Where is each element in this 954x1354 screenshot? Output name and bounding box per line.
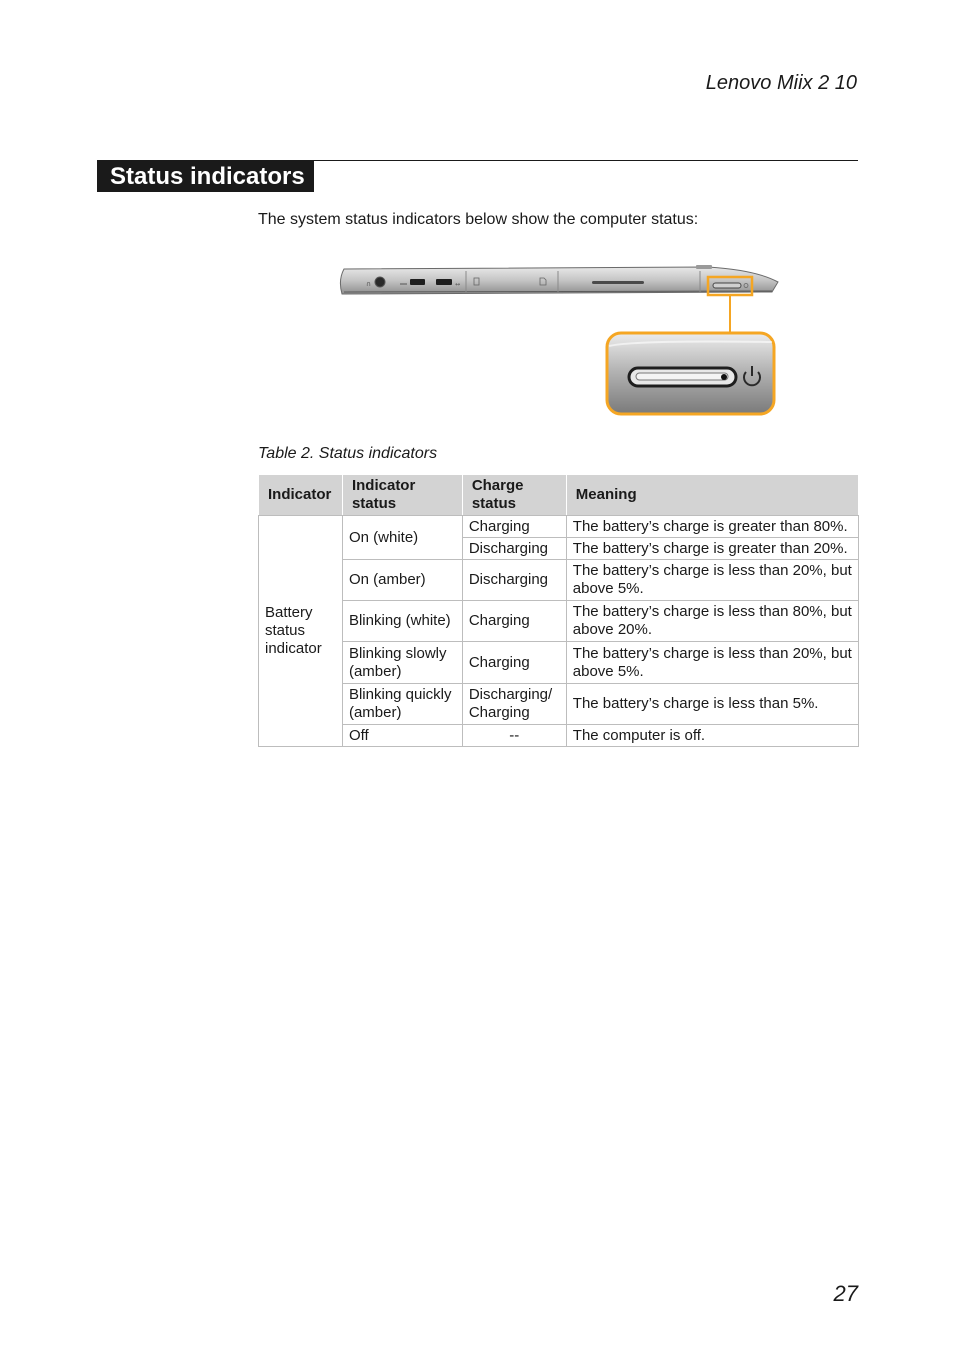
header-indicator-status: Indicator status (342, 475, 462, 516)
charge-status-cell: Charging (462, 642, 566, 684)
meaning-cell: The computer is off. (566, 725, 858, 747)
page-number: 27 (833, 1281, 858, 1306)
status-indicators-table (258, 474, 859, 747)
device-edge-figure (336, 262, 786, 422)
indicator-status-cell: On (amber) (342, 560, 462, 601)
table-row (259, 642, 859, 684)
svg-text:↔: ↔ (455, 281, 461, 288)
indicator-status-cell: Blinking (white) (342, 601, 462, 642)
meaning-cell: The battery’s charge is greater than 80%. (566, 516, 858, 538)
table-row (259, 560, 859, 601)
indicator-status-cell: Blinking quickly (amber) (342, 684, 462, 725)
header-product-name: Lenovo Miix 2 10 (705, 72, 857, 94)
meaning-cell: The battery’s charge is less than 20%, but above 5%. (566, 560, 858, 601)
charge-status-cell: Charging (462, 516, 566, 538)
meaning-cell: The battery’s charge is less than 20%, but above 5%. (566, 642, 858, 684)
meaning-cell: The battery’s charge is less than 80%, but above 20%. (566, 601, 858, 642)
charge-status-cell: Discharging (462, 538, 566, 560)
header-meaning: Meaning (566, 475, 858, 516)
charge-status-cell: -- (462, 725, 566, 747)
status-indicator-led (629, 368, 736, 386)
indicator-status-cell: Off (342, 725, 462, 747)
indicator-status-cell: Blinking slowly (amber) (342, 642, 462, 684)
section-title: Status indicators (97, 161, 314, 192)
table-caption: Table 2. Status indicators (258, 445, 438, 462)
header-indicator: Indicator (259, 475, 343, 516)
indicator-name-cell: Battery status indicator (259, 516, 343, 747)
meaning-cell: The battery’s charge is less than 5%. (566, 684, 858, 725)
table-row (259, 725, 859, 747)
table-header-row (259, 475, 859, 516)
indicator-status-cell: On (white) (342, 516, 462, 560)
table-row (259, 601, 859, 642)
charge-status-cell: Charging (462, 601, 566, 642)
table-row (259, 684, 859, 725)
intro-text: The system status indicators below show the computer status: (258, 211, 699, 228)
charge-status-cell: Discharging (462, 560, 566, 601)
meaning-cell: The battery’s charge is greater than 20%. (566, 538, 858, 560)
table-row (259, 516, 859, 538)
svg-text:∩: ∩ (366, 280, 372, 288)
charge-status-cell: Discharging/ Charging (462, 684, 566, 725)
header-charge-status: Charge status (462, 475, 566, 516)
